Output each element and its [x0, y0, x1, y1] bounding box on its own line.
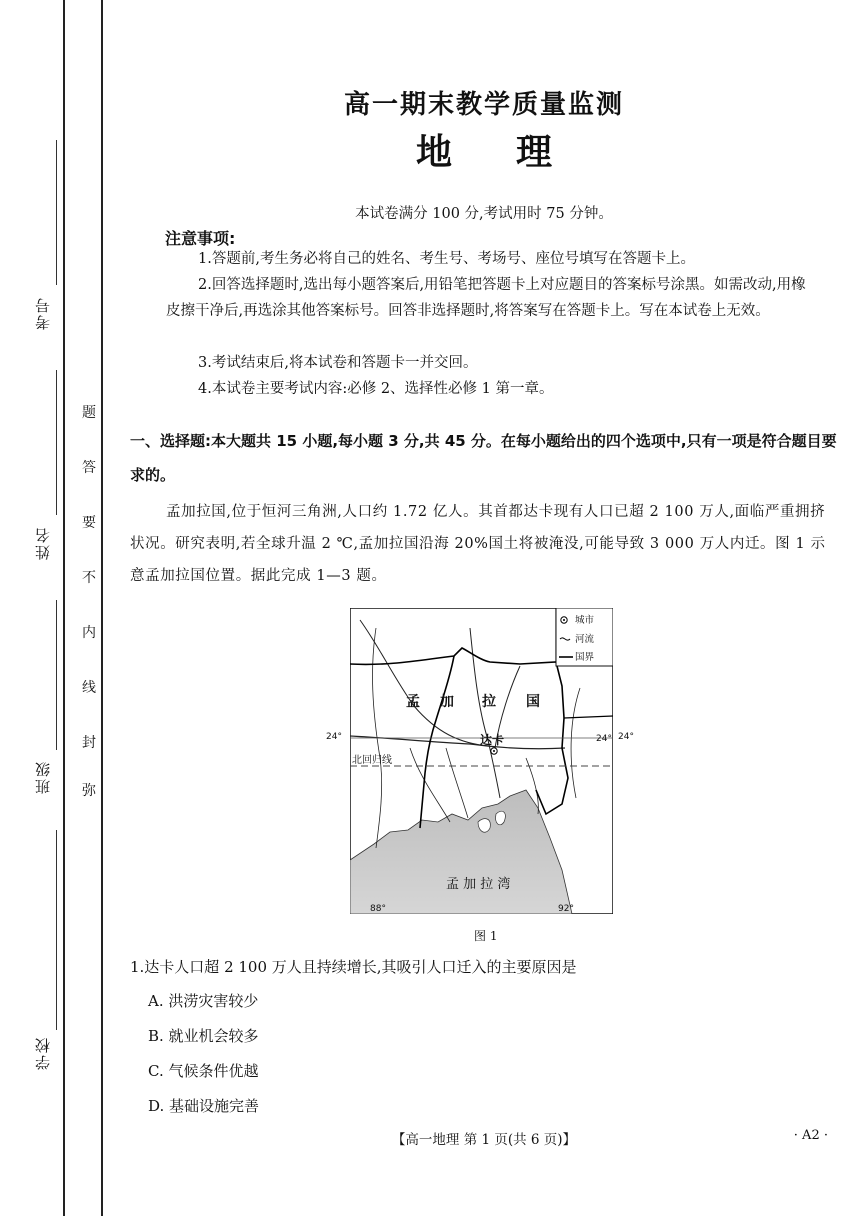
notice-item: 1.答题前,考生务必将自己的姓名、考生号、考场号、座位号填写在答题卡上。 [198, 251, 695, 267]
exam-title: 高一期末教学质量监测 [343, 90, 624, 120]
tropic-label: 北回归线 [352, 755, 392, 766]
delta-island [496, 811, 506, 825]
country-label-char: 加 [440, 694, 454, 710]
option-d: D. 基础设施完善 [148, 1097, 260, 1115]
subject-title [0, 124, 860, 175]
figure-caption: 图 1 [474, 929, 498, 943]
seal-warning-char: 弥 [82, 783, 96, 799]
banji-label: 班级 [34, 760, 52, 794]
xuexiao-label: 学校 [34, 1036, 52, 1070]
country-label-char: 孟 [406, 694, 420, 710]
xingming-label: 姓名 [34, 526, 52, 560]
kaohao-label: 考号 [34, 296, 52, 330]
country-label-char: 国 [526, 694, 540, 710]
option-a: A. 洪涝灾害较少 [148, 992, 259, 1010]
page-footer: 【高一地理 第 1 页(共 6 页)】 [391, 1132, 577, 1148]
legend-border-label: 国界 [575, 652, 595, 663]
legend-river-label: 河流 [575, 634, 595, 645]
paper-code: · A2 · [793, 1128, 828, 1143]
question-1-text: 1.达卡人口超 2 100 万人且持续增长,其吸引人口迁入的主要原因是 [130, 958, 577, 976]
notice-item: 2.回答选择题时,选出每小题答案后,用铅笔把答题卡上对应题目的答案标号涂黑。如需改动,用橡皮擦干净后,再选涂其他答案标号。回答非选择题时,将答案写在答题卡上。写在本试卷上无效。 [166, 277, 806, 319]
lon-label-right: 92° [558, 904, 574, 914]
notice-item: 3.考试结束后,将本试卷和答题卡一并交回。 [198, 355, 478, 371]
banji-fill-line [56, 600, 57, 750]
binding-line-right [101, 0, 103, 1216]
lat-label-outside-left: 24° [326, 732, 342, 742]
notice-item: 4.本试卷主要考试内容:必修 2、选择性必修 1 第一章。 [198, 381, 554, 397]
option-b: B. 就业机会较多 [148, 1027, 259, 1045]
bangladesh-map [350, 608, 613, 914]
subject-char: 理 [516, 132, 553, 173]
xingming-fill-line [56, 370, 57, 515]
option-c: C. 气候条件优越 [148, 1062, 259, 1080]
legend-city-label: 城市 [575, 615, 595, 626]
seal-warning-char: 封 [82, 735, 96, 751]
seal-warning-char: 题 [82, 405, 96, 421]
lon-label-left: 88° [370, 904, 386, 914]
xuexiao-fill-line [56, 830, 57, 1030]
section-heading: 一、选择题:本大题共 15 小题,每小题 3 分,共 45 分。在每小题给出的四个选项中,只有一项是符合题目要求的。 [130, 432, 837, 484]
seal-warning-char: 内 [82, 625, 96, 641]
city-label-dhaka: 达卡 [480, 733, 505, 747]
question-stem: 孟加拉国,位于恒河三角洲,人口约 1.72 亿人。其首都达卡现有人口已超 2 100 万人,面临严重拥挤状况。研究表明,若全球升温 2 ℃,孟加拉国沿海 20%国土将被淹没,可能导致 3 000 万人内迁。图 1 示意孟加拉国位置。据此完成 1—3 题。 [130, 504, 826, 584]
subject-char: 地 [415, 132, 452, 173]
lat-label-outside-right: 24° [618, 732, 634, 742]
seal-warning-char: 不 [82, 570, 96, 586]
country-label-char: 拉 [482, 694, 496, 710]
seal-warning-char: 要 [82, 515, 96, 531]
seal-warning-char: 答 [82, 460, 96, 476]
bay-label: 孟 加 拉 湾 [446, 877, 511, 892]
binding-line-left [63, 0, 65, 1216]
notice-heading: 注意事项: [165, 229, 236, 248]
lat-label-right: 24° [596, 734, 612, 744]
exam-info: 本试卷满分 100 分,考试用时 75 分钟。 [355, 206, 613, 222]
seal-warning-char: 线 [82, 680, 96, 696]
